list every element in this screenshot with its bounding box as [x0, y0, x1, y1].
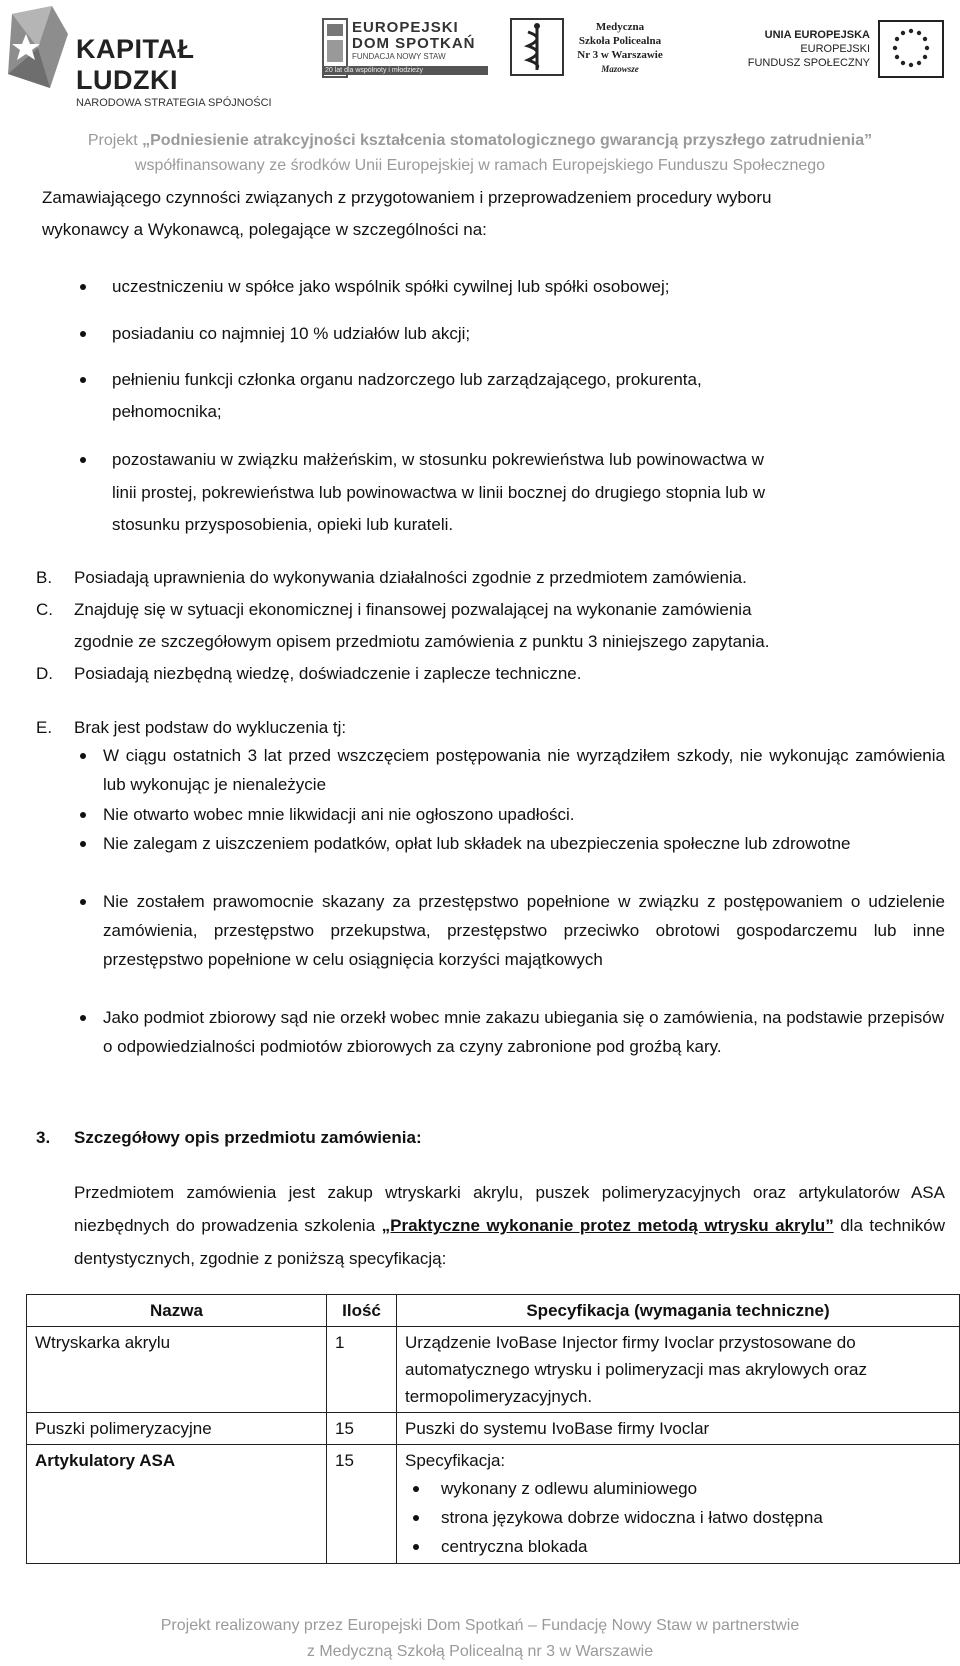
msp-logo [510, 18, 680, 78]
cell-spec: Puszki do systemu IvoBase firmy Ivoclar [397, 1413, 960, 1445]
condition-c-letter: C. [36, 600, 53, 619]
eds-tagline: 20 lat dla wspólnoty i młodzieży [322, 66, 488, 75]
cell-qty: 15 [327, 1445, 397, 1564]
condition-e-letter: E. [36, 718, 53, 737]
header-qty: Ilość [327, 1295, 397, 1327]
logo-strip [0, 0, 960, 109]
kapital-ludzki-emblem-icon [4, 4, 72, 88]
bullet-icon [80, 812, 86, 818]
eds-title-line1: EUROPEJSKI [352, 19, 459, 36]
spec-item: centryczna blokada [405, 1532, 951, 1561]
caduceus-icon [510, 18, 564, 76]
condition-c-line1: Znajduję się w sytuacji ekonomicznej i finansowej pozwalającej na wykonanie zamówienia [74, 600, 752, 619]
condition-d-letter: D. [36, 664, 53, 683]
condition-e-text: Brak jest podstaw do wykluczenia tj: [74, 718, 347, 737]
section3-paragraph [74, 1176, 945, 1275]
bullet-icon [80, 841, 86, 847]
cell-name: Artykulatory ASA [27, 1445, 327, 1564]
cell-spec-list [397, 1445, 960, 1564]
eds-title-line2: DOM SPOTKAŃ [352, 35, 476, 52]
specification-table [26, 1294, 960, 1564]
conflict-item: posiadaniu co najmniej 10 % udziałów lub akcji; [112, 324, 471, 343]
intro-line1: Zamawiającego czynności związanych z przygotowaniem i przeprowadzeniem procedury wyboru [42, 188, 772, 207]
cell-qty: 15 [327, 1413, 397, 1445]
project-title [0, 132, 960, 150]
bullet-icon [80, 331, 86, 337]
kapital-ludzki-subtitle: NARODOWA STRATEGIA SPÓJNOŚCI [76, 97, 272, 109]
cell-name: Wtryskarka akrylu [27, 1327, 327, 1413]
spec-item: wykonany z odlewu aluminiowego [405, 1474, 951, 1503]
header-name: Nazwa [27, 1295, 327, 1327]
conflict-item: uczestniczeniu w spółce jako wspólnik spółki cywilnej lub spółki osobowej; [112, 277, 670, 296]
kapital-ludzki-logo [4, 4, 274, 109]
bullet-icon [80, 899, 86, 905]
spec-item: strona językowa dobrze widoczna i łatwo dostępna [405, 1503, 951, 1532]
section3-number: 3. [36, 1128, 51, 1147]
section3-text-end: dla techników dentystycznych, zgodnie z poniższą specyfikacją: [74, 1216, 945, 1268]
conflict-item-cont: stosunku przysposobienia, opieki lub kurateli. [112, 515, 454, 534]
section3-heading: Szczegółowy opis przedmiotu zamówienia: [74, 1128, 422, 1147]
ue-line3: FUNDUSZ SPOŁECZNY [747, 57, 870, 69]
cell-spec: Urządzenie IvoBase Injector firmy Ivoclar przystosowane do automatycznego wtrysku i polimeryzacji mas akrylowych oraz termopolimeryzacyjnych. [397, 1327, 960, 1413]
eds-logo [322, 18, 482, 80]
ue-logo [720, 20, 946, 80]
table-row [27, 1445, 960, 1564]
exclusion-item: Nie zalegam z uiszczeniem podatków, opłat lub składek na ubezpieczenia społeczne lub zdrowotne [103, 834, 851, 853]
exclusion-item: Nie zostałem prawomocnie skazany za przestępstwo popełnione w związku z postępowaniem o udzielenie zamówienia, przestępstwo przekupstwa, przestępstwo przeciwko obrotowi gospodarczemu lub inne przestępstwo popełnione w celu osiągnięcia korzyści majątkowych [103, 892, 945, 969]
ue-line1: UNIA EUROPEJSKA [764, 29, 870, 41]
condition-c-line2: zgodnie ze szczegółowym opisem przedmiotu zamówienia z punktu 3 niniejszego zapytania. [74, 632, 770, 651]
msp-line4: Mazowsze [601, 64, 639, 74]
intro-line2: wykonawcy a Wykonawcą, polegające w szczególności na: [42, 220, 487, 239]
table-row [27, 1327, 960, 1413]
training-title: „Praktyczne wykonanie protez metodą wtrysku akrylu” [381, 1216, 834, 1235]
project-title-bold: „Podniesienie atrakcyjności kształcenia stomatologicznego gwarancją przyszłego zatrudnienia” [142, 132, 873, 149]
bullet-icon [80, 1015, 86, 1021]
table-row [27, 1413, 960, 1445]
kapital-ludzki-title: KAPITAŁ LUDZKI [76, 34, 195, 95]
exclusion-item: Nie otwarto wobec mnie likwidacji ani nie ogłoszono upadłości. [103, 805, 575, 824]
cell-qty: 1 [327, 1327, 397, 1413]
bullet-icon [80, 284, 86, 290]
project-prefix: Projekt [87, 132, 143, 149]
msp-line1: Medyczna [595, 21, 645, 33]
cell-name: Puszki polimeryzacyjne [27, 1413, 327, 1445]
ue-line2: EUROPEJSKI [800, 43, 870, 55]
msp-line3: Nr 3 w Warszawie [577, 49, 663, 61]
cofinanced-note: współfinansowany ze środków Unii Europejskiej w ramach Europejskiego Funduszu Społecznego [134, 157, 826, 174]
spec-items [405, 1474, 951, 1561]
bullet-icon [80, 457, 86, 463]
footer-line2: z Medyczną Szkołą Policealną nr 3 w Warszawie [306, 1643, 654, 1660]
conflict-item-cont: pełnomocnika; [112, 402, 222, 421]
header-spec: Specyfikacja (wymagania techniczne) [397, 1295, 960, 1327]
bullet-icon [80, 377, 86, 383]
conflict-item: pełnieniu funkcji członka organu nadzorczego lub zarządzającego, prokurenta, [112, 370, 702, 389]
condition-b-text: Posiadają uprawnienia do wykonywania działalności zgodnie z przedmiotem zamówienia. [74, 568, 747, 587]
spec-heading: Specyfikacja: [405, 1451, 506, 1470]
table-header-row [27, 1295, 960, 1327]
conflict-item: pozostawaniu w związku małżeńskim, w stosunku pokrewieństwa lub powinowactwa w [112, 450, 764, 469]
condition-b-letter: B. [36, 568, 53, 587]
msp-line2: Szkoła Policealna [578, 35, 662, 47]
conflict-item-cont: linii prostej, pokrewieństwa lub powinowactwa w linii bocznej do drugiego stopnia lub w [112, 483, 765, 502]
section3-text: Przedmiotem zamówienia jest zakup wtryskarki akrylu, puszek polimeryzacyjnych oraz artykulatorów ASA niezbędnych do prowadzenia szkolenia [74, 1183, 945, 1235]
condition-d-text: Posiadają niezbędną wiedzę, doświadczenie i zaplecze techniczne. [74, 664, 582, 683]
eu-flag-icon [878, 20, 944, 78]
exclusion-item: Jako podmiot zbiorowy sąd nie orzekł wobec mnie zakazu ubiegania się o zamówienia, na podstawie przepisów o odpowiedzialności podmiotów zbiorowych za czyny zabronione pod groźbą kary. [103, 1008, 945, 1056]
footer-line1: Projekt realizowany przez Europejski Dom Spotkań – Fundację Nowy Staw w partnerstwie [160, 1617, 800, 1634]
eds-subtitle: FUNDACJA NOWY STAW [352, 52, 446, 61]
exclusion-item: W ciągu ostatnich 3 lat przed wszczęciem postępowania nie wyrządziłem szkody, nie wykonując zamówienia lub wykonując je nienależycie [103, 746, 945, 794]
bullet-icon [80, 753, 86, 759]
